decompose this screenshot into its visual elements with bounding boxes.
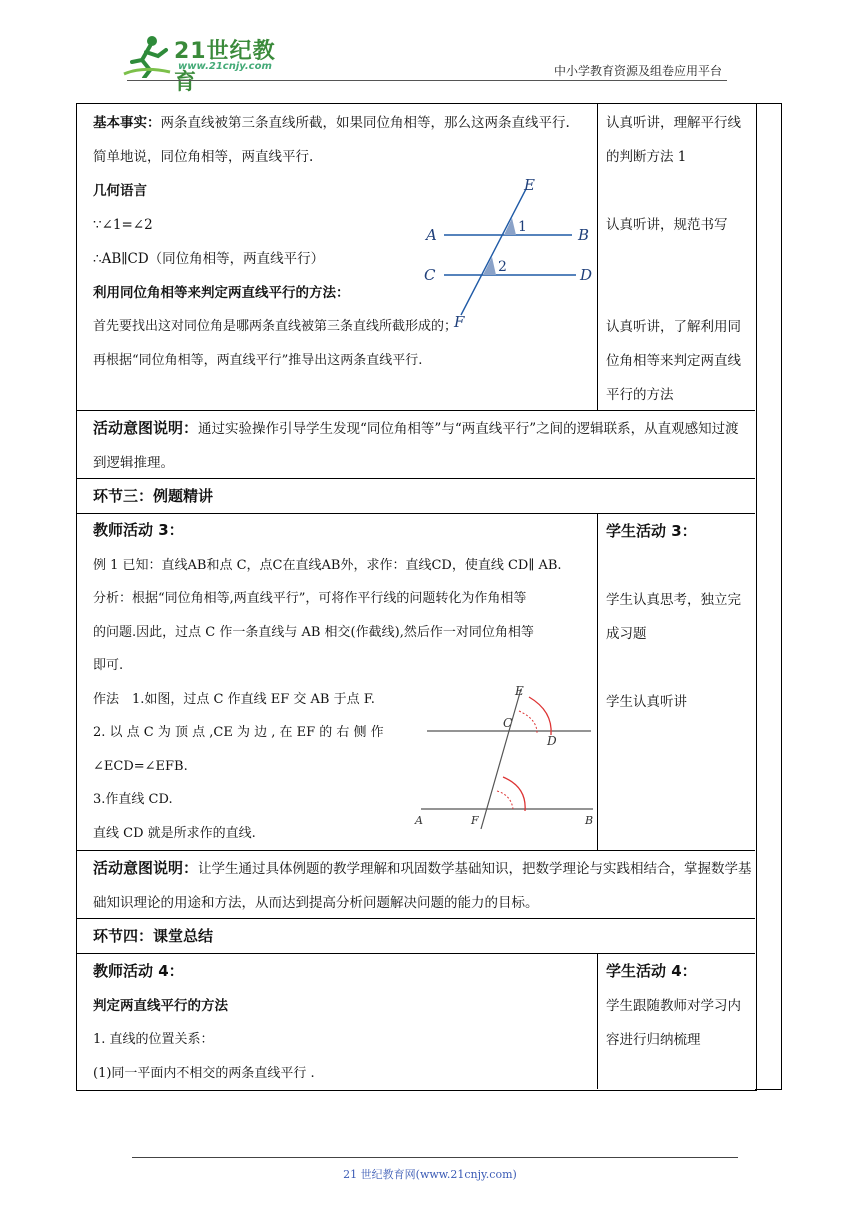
stage4-title: 环节四：课堂总结 <box>93 927 214 945</box>
student-activity3-label: 学生活动 3： <box>606 522 697 540</box>
student-note2: 认真听讲，规范书写 <box>606 217 728 233</box>
stage3-row <box>93 479 748 514</box>
parallel-lines-figure <box>416 175 606 335</box>
student-text3a: 学生认真思考，独立完成习题 <box>606 592 741 642</box>
therefore-line: ∴AB∥CD（同位角相等，两直线平行） <box>93 251 325 267</box>
method-step2: 再根据“同位角相等，两直线平行”推导出这两条直线平行. <box>93 353 423 368</box>
line-ef <box>481 689 521 829</box>
intent2-label: 活动意图说明： <box>93 859 199 877</box>
label-a: A <box>415 814 423 827</box>
stage4-row <box>93 919 748 954</box>
arc-upper <box>529 697 551 735</box>
section3-student-content <box>606 514 751 719</box>
geo-lang-label: 几何语言 <box>93 183 147 199</box>
analysis-line3: 即可. <box>93 658 124 673</box>
section4-teacher-content <box>93 954 593 1091</box>
label-angle2: 2 <box>498 259 507 275</box>
platform-name: 中小学教育资源及组卷应用平台 <box>553 64 722 78</box>
intent1-label: 活动意图说明： <box>93 419 199 437</box>
label-f: F <box>454 313 465 331</box>
section4-student-content <box>606 954 751 1057</box>
runner-logo-icon <box>122 34 174 78</box>
logo-url: www.21cnjy.com <box>178 61 272 72</box>
method-step1: 首先要找出这对同位角是哪两条直线被第三条直线所截形成的； <box>93 319 458 334</box>
construction-conclusion: 直线 CD 就是所求作的直线. <box>93 825 256 841</box>
construction-step2b: ∠ECD=∠EFB. <box>93 758 188 774</box>
because-line: ∵∠1=∠2 <box>93 217 153 233</box>
simple-say: 简单地说，同位角相等，两直线平行. <box>93 149 314 165</box>
label-angle1: 1 <box>518 219 527 235</box>
label-f: F <box>471 814 479 827</box>
label-c: C <box>503 716 513 730</box>
teacher-activity4-label: 教师活动 4： <box>93 962 184 980</box>
line-ef <box>461 189 526 315</box>
label-d: D <box>580 266 593 284</box>
method-title: 判定两直线平行的方法 <box>93 998 228 1014</box>
student-text4: 学生跟随教师对学习内容进行归纳梳理 <box>606 998 741 1048</box>
footer-text: 21 世纪教育网(www.21cnjy.com) <box>343 1168 517 1181</box>
header-divider <box>127 80 727 81</box>
student-text3b: 学生认真听讲 <box>606 694 687 710</box>
intent1-text: 通过实验操作引导学生发现“同位角相等”与“两直线平行”之间的逻辑联系，从直观感知过渡到逻辑推理。 <box>93 421 739 471</box>
label-e: E <box>515 684 524 698</box>
lesson-table <box>76 103 781 1090</box>
analysis-line2: 的问题.因此，过点 C 作一条直线与 AB 相交(作截线),然后作一对同位角相等 <box>93 624 534 640</box>
student-activity4-label: 学生活动 4： <box>606 962 697 980</box>
label-d: D <box>547 734 557 748</box>
example-line: 例 1 已知：直线AB和点 C，点C在直线AB外，求作：直线CD，使直线 CD∥ AB. <box>93 557 562 573</box>
summary-item1: 1. 直线的位置关系： <box>93 1032 214 1047</box>
label-b: B <box>578 226 590 244</box>
construction-step3: 3.作直线 CD. <box>93 792 173 807</box>
basic-fact-text: 两条直线被第三条直线所截，如果同位角相等，那么这两条直线平行. <box>160 115 570 131</box>
section1-student-content <box>606 106 751 412</box>
teacher-activity3-label: 教师活动 3： <box>93 521 184 539</box>
student-note1: 认真听讲，理解平行线的判断方法 1 <box>606 115 741 165</box>
logo-text: 21世纪教育 <box>174 39 276 95</box>
student-note3: 认真听讲，了解利用同位角相等来判定两直线平行的方法 <box>606 319 741 403</box>
analysis-line1: 分析：根据“同位角相等,两直线平行”，可将作平行线的问题转化为作角相等 <box>93 591 527 606</box>
construction-figure <box>411 683 596 833</box>
label-b: B <box>585 814 594 827</box>
intent2-text: 让学生通过具体例题的教学理解和巩固数学基础知识，把数学理论与实践相结合，掌握数学基础知识理论的用途和方法，从而达到提高分析问题解决问题的能力的目标。 <box>93 861 752 911</box>
site-logo <box>122 34 292 95</box>
intent2-row <box>93 851 753 920</box>
summary-item1-1: (1)同一平面内不相交的两条直线平行 . <box>93 1066 315 1081</box>
stage3-title: 环节三：例题精讲 <box>93 487 214 505</box>
construction-step1: 作法 1.如图，过点 C 作直线 EF 交 AB 于点 F. <box>93 691 375 707</box>
construction-step2a: 2. 以 点 C 为 顶 点 ,CE 为 边 , 在 EF 的 右 侧 作 <box>93 725 384 740</box>
method-label: 利用同位角相等来判定两直线平行的方法： <box>93 285 350 301</box>
arc-lower <box>503 777 525 811</box>
intent1-row <box>93 411 748 480</box>
label-c: C <box>424 266 436 284</box>
label-a: A <box>426 226 437 244</box>
label-e: E <box>524 176 535 194</box>
footer-divider <box>132 1157 738 1158</box>
basic-fact-label: 基本事实： <box>93 115 161 131</box>
right-margin-border <box>781 103 782 1090</box>
